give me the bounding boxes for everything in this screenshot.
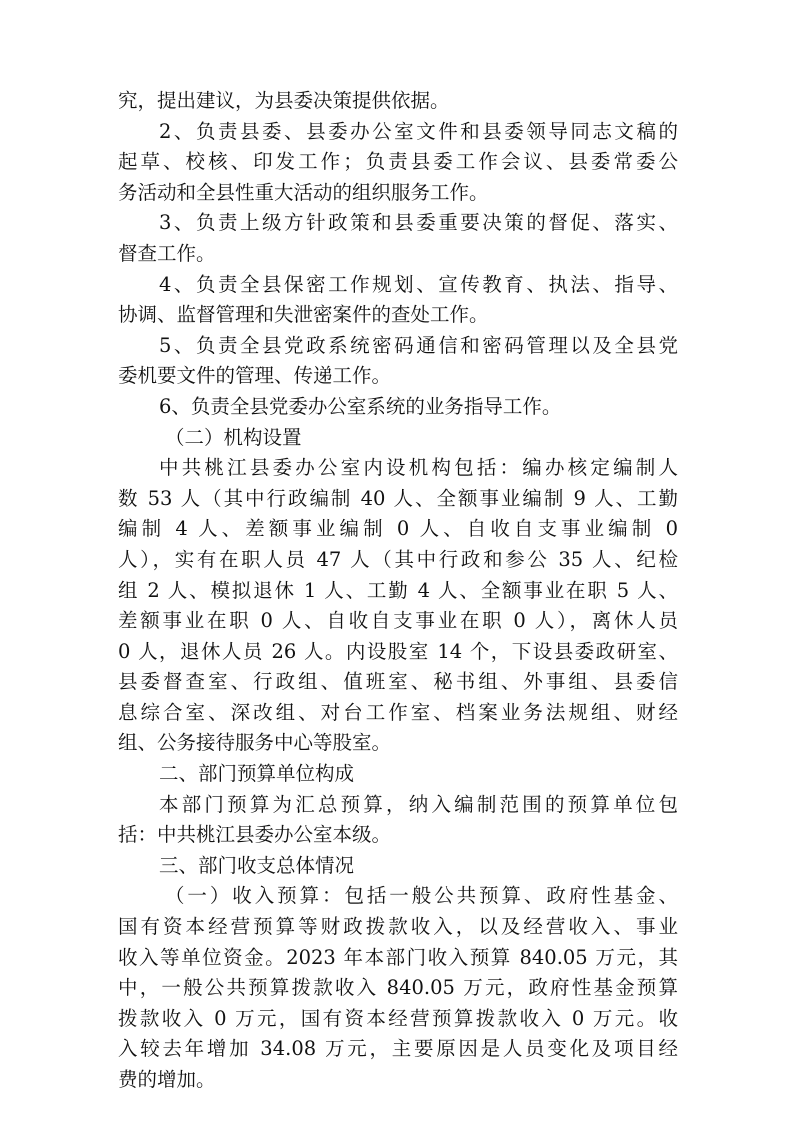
text-line: 中共桃江县委办公室内设机构包括：编办核定编制人 bbox=[159, 456, 678, 480]
text-line: 0 人，退休人员 26 人。内设股室 14 个，下设县委政研室、 bbox=[118, 639, 678, 663]
text-line: 数 53 人（其中行政编制 40 人、全额事业编制 9 人、工勤 bbox=[118, 486, 678, 510]
text-line: 委机要文件的管理、传递工作。 bbox=[118, 364, 392, 388]
text-line: 收入等单位资金。2023 年本部门收入预算 840.05 万元，其 bbox=[118, 945, 678, 969]
text-line: （二）机构设置 bbox=[165, 425, 302, 449]
text-line: 6、负责全县党委办公室系统的业务指导工作。 bbox=[159, 394, 562, 418]
text-line: 入较去年增加 34.08 万元，主要原因是人员变化及项目经 bbox=[118, 1037, 678, 1061]
text-line: 息综合室、深改组、对台工作室、档案业务法规组、财经 bbox=[118, 700, 678, 724]
text-line: 起草、校核、印发工作；负责县委工作会议、县委常委公 bbox=[118, 150, 678, 174]
text-line: （一）收入预算：包括一般公共预算、政府性基金、 bbox=[165, 884, 678, 908]
text-line: 组 2 人、模拟退休 1 人、工勤 4 人、全额事业在职 5 人、 bbox=[118, 578, 678, 602]
text-line: 国有资本经营预算等财政拨款收入，以及经营收入、事业 bbox=[118, 915, 678, 939]
text-line: 差额事业在职 0 人、自收自支事业在职 0 人），离休人员 bbox=[118, 609, 678, 633]
text-line: 究，提出建议，为县委决策提供依据。 bbox=[118, 89, 450, 112]
text-line: 人），实有在职人员 47 人（其中行政和参公 35 人、纪检 bbox=[118, 547, 678, 571]
document-body bbox=[118, 86, 678, 1096]
text-line: 3、负责上级方针政策和县委重要决策的督促、落实、 bbox=[159, 211, 678, 235]
text-line: 协调、监督管理和失泄密案件的查处工作。 bbox=[118, 303, 489, 327]
text-line: 中，一般公共预算拨款收入 840.05 万元，政府性基金预算 bbox=[118, 976, 678, 1000]
text-line: 本部门预算为汇总预算，纳入编制范围的预算单位包 bbox=[159, 792, 678, 816]
text-line: 5、负责全县党政系统密码通信和密码管理以及全县党 bbox=[159, 333, 678, 357]
text-line: 括：中共桃江县委办公室本级。 bbox=[118, 823, 392, 847]
text-line: 编制 4 人、差额事业编制 0 人、自收自支事业编制 0 bbox=[118, 517, 678, 541]
text-line: 务活动和全县性重大活动的组织服务工作。 bbox=[118, 180, 489, 204]
text-line: 二、部门预算单位构成 bbox=[159, 762, 355, 786]
text-line: 4、负责全县保密工作规划、宣传教育、执法、指导、 bbox=[159, 272, 678, 296]
text-line: 2、负责县委、县委办公室文件和县委领导同志文稿的 bbox=[159, 119, 678, 143]
text-line: 费的增加。 bbox=[118, 1068, 216, 1091]
text-line: 县委督查室、行政组、值班室、秘书组、外事组、县委信 bbox=[118, 670, 678, 694]
text-line: 督查工作。 bbox=[118, 241, 216, 265]
text-line: 三、部门收支总体情况 bbox=[159, 853, 355, 877]
text-line: 组、公务接待服务中心等股室。 bbox=[118, 731, 392, 755]
text-line: 拨款收入 0 万元，国有资本经营预算拨款收入 0 万元。收 bbox=[118, 1006, 678, 1030]
